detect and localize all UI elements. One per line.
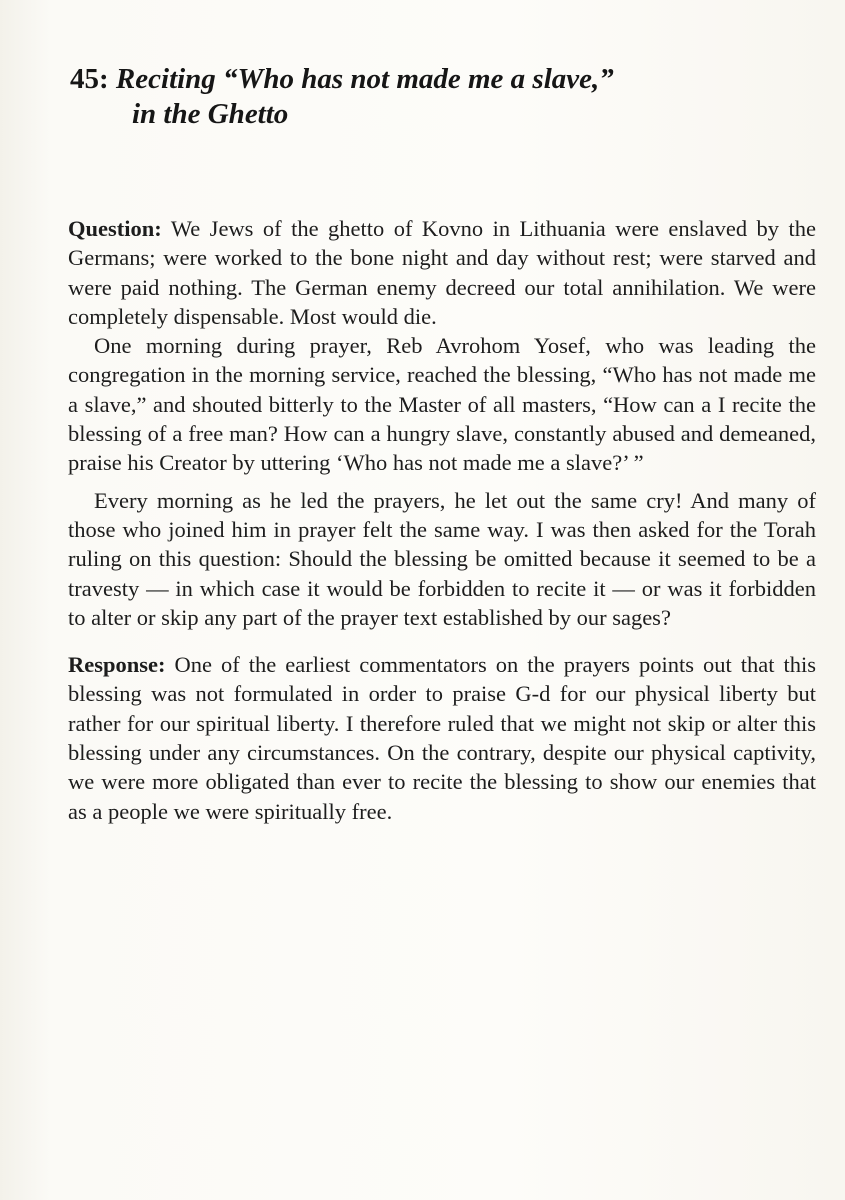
chapter-title (70, 62, 830, 132)
chapter-title-line-1: Reciting “Who has not made me a slave,” (115, 63, 614, 95)
chapter-number: 45: (70, 63, 109, 95)
question-paragraph-2: One morning during prayer, Reb Avrohom Yosef, who was leading the congregation in the morning service, reached the blessing, “Who has not made me a slave,” and shouted bitterly to the Master of all masters, “How can a I recite the blessing of a free man? How can a hungry slave, constantly abused and demeaned, praise his Creator by uttering ‘Who has not made me a slave?’ ” (68, 333, 816, 476)
question-paragraph-1 (68, 214, 816, 331)
question-label: Question: (68, 216, 162, 241)
chapter-title-line-2: in the Ghetto (132, 98, 289, 130)
question-paragraph-3: Every morning as he led the prayers, he let out the same cry! And many of those who joined him in prayer felt the same way. I was then asked for the Torah ruling on this question: Should the blessing be omitted because it seemed to be a travesty — in which case it would be forbidden to recite it — or was it forbidden to alter or skip any part of the prayer text established by our sages? (68, 487, 816, 630)
response-text-1: One of the earliest commentators on the prayers points out that this blessing was not formulated in order to praise G-d for our physical liberty but rather for our spiritual liberty. I therefore ruled that we might not skip or alter this blessing under any circumstances. On the contrary, despite our physical captivity, we were more obligated than ever to recite the blessing to show our enemies that as a people we were spiritually free. (68, 652, 816, 824)
response-paragraph-1 (68, 650, 816, 826)
body-text (68, 214, 816, 826)
response-label: Response: (68, 652, 166, 678)
question-text-1: We Jews of the ghetto of Kovno in Lithuania were enslaved by the Germans; were worked to the bone night and day without rest; were starved and were paid nothing. The German enemy decreed our total annihilation. We were completely dispensable. Most would die. (68, 216, 816, 329)
